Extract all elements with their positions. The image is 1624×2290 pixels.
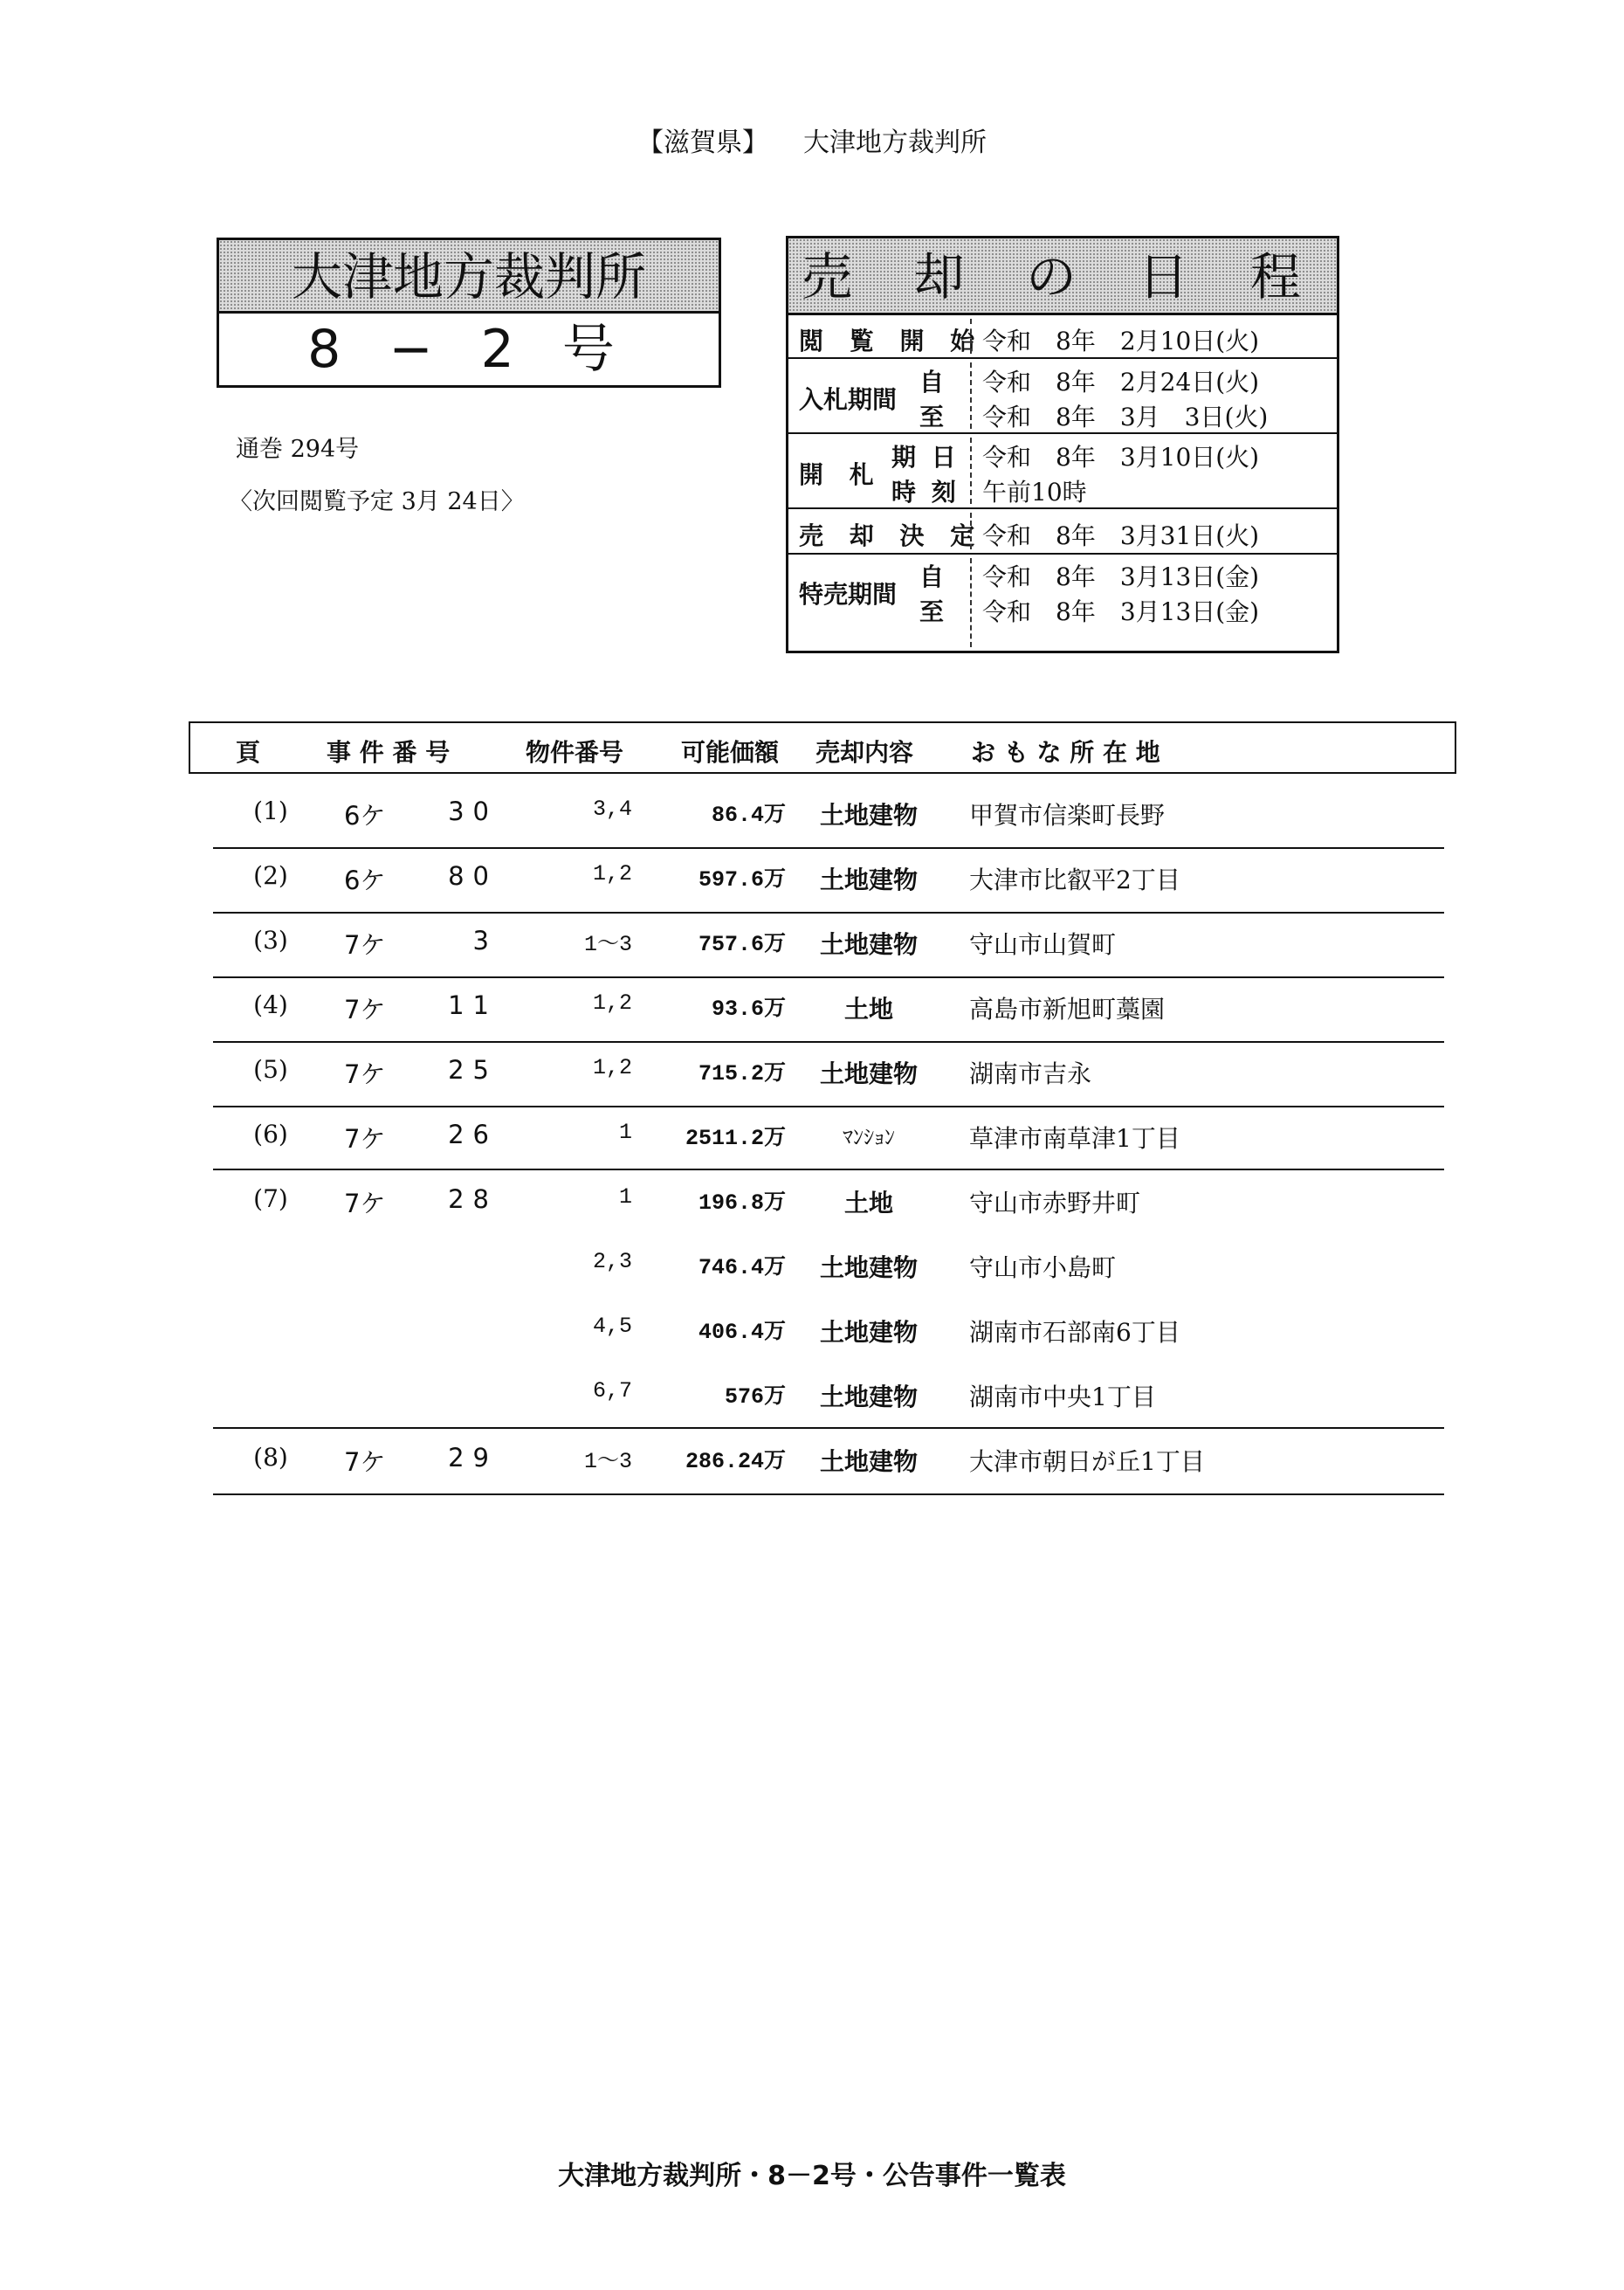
cell-sale-type: 土地建物 <box>819 866 918 894</box>
cell-location: 守山市小島町 <box>969 1253 1117 1282</box>
cell-property: 4,5 <box>592 1314 632 1339</box>
row-divider <box>213 1427 1444 1429</box>
header-location: お も な 所 在 地 <box>971 738 1160 767</box>
cell-page: (1) <box>253 797 288 825</box>
cell-page: (2) <box>253 861 288 890</box>
header-property-number: 物件番号 <box>526 738 624 767</box>
row-divider <box>213 1106 1444 1107</box>
row-divider <box>213 1041 1444 1043</box>
cell-page: (4) <box>253 990 288 1019</box>
cell-property: 1 <box>618 1120 632 1145</box>
row-divider <box>213 847 1444 849</box>
schedule-row-label: 入札期間 <box>799 385 898 414</box>
cell-price: 2511.2万 <box>685 1126 786 1151</box>
table-row <box>0 1443 1624 1478</box>
schedule-row-label: 特売期間 <box>799 580 898 609</box>
cell-case-number: 30 <box>448 797 498 826</box>
page-footer: 大津地方裁判所・8－2号・公告事件一覧表 <box>558 2161 1066 2191</box>
cell-case-prefix: 7ケ <box>344 1059 386 1089</box>
cell-location: 湖南市吉永 <box>969 1059 1092 1088</box>
cell-case-number: 28 <box>448 1184 498 1214</box>
schedule-row-value: 午前10時 <box>982 478 1087 507</box>
cell-price: 286.24万 <box>685 1449 786 1474</box>
schedule-row-sub-time: 時 刻 <box>891 478 960 507</box>
schedule-row-sub-from: 自 <box>919 368 945 397</box>
table-row <box>0 861 1624 896</box>
cell-price: 715.2万 <box>698 1061 786 1086</box>
cell-sale-type: 土地建物 <box>819 1447 918 1476</box>
cell-price: 406.4万 <box>698 1320 786 1345</box>
cell-sale-type: 土地建物 <box>819 1318 918 1347</box>
schedule-row-sub-to: 至 <box>919 597 945 626</box>
issue-number: 8 − 2 号 <box>307 319 630 380</box>
schedule-row-label: 開 札 <box>799 460 883 489</box>
prefecture-label: 【滋賀県】 <box>637 128 768 158</box>
header-case-number: 事 件 番 号 <box>327 738 451 767</box>
table-row <box>0 1249 1624 1284</box>
schedule-row-value: 令和 8年 3月13日(金) <box>982 562 1260 591</box>
cell-page: (5) <box>253 1055 288 1084</box>
cell-location: 大津市朝日が丘1丁目 <box>969 1447 1205 1476</box>
header-page: 頁 <box>236 738 261 767</box>
cell-property: 1〜3 <box>583 1449 632 1474</box>
table-row <box>0 1055 1624 1090</box>
table-row <box>0 1184 1624 1219</box>
schedule-row-value: 令和 8年 2月24日(火) <box>982 368 1260 397</box>
cell-case-prefix: 7ケ <box>344 930 386 960</box>
schedule-row-label: 閲 覧 開 始 <box>799 327 984 355</box>
header-price: 可能価額 <box>681 738 780 767</box>
cell-page: (3) <box>253 926 288 955</box>
cell-location: 草津市南草津1丁目 <box>969 1124 1180 1153</box>
cell-case-prefix: 7ケ <box>344 995 386 1024</box>
table-row <box>0 1378 1624 1413</box>
cell-page: (7) <box>253 1184 288 1213</box>
cell-sale-type: ﾏﾝｼｮﾝ <box>843 1125 895 1149</box>
cell-price: 196.8万 <box>698 1190 786 1216</box>
cell-sale-type: 土地建物 <box>819 930 918 959</box>
row-divider <box>213 912 1444 914</box>
cell-case-number: 11 <box>448 990 498 1020</box>
cell-sale-type: 土地建物 <box>819 1383 918 1411</box>
cell-property: 3,4 <box>592 797 632 822</box>
header-sale-type: 売却内容 <box>815 738 914 767</box>
schedule-row-value: 令和 8年 2月10日(火) <box>982 327 1260 355</box>
cell-case-prefix: 7ケ <box>344 1447 386 1477</box>
table-row <box>0 1314 1624 1348</box>
cell-case-number: 25 <box>448 1055 498 1085</box>
cell-property: 6,7 <box>592 1378 632 1404</box>
cell-property: 1,2 <box>592 990 632 1016</box>
cell-case-number: 3 <box>472 926 498 955</box>
cell-price: 576万 <box>724 1384 786 1410</box>
cell-location: 大津市比叡平2丁目 <box>969 866 1180 894</box>
schedule-row-sub-date: 期 日 <box>891 443 960 472</box>
cell-price: 757.6万 <box>698 932 786 957</box>
schedule-row-value: 令和 8年 3月13日(金) <box>982 597 1260 626</box>
cell-case-prefix: 7ケ <box>344 1189 386 1218</box>
cell-sale-type: 土地 <box>843 995 893 1024</box>
cell-page: (6) <box>253 1120 288 1148</box>
cell-location: 守山市赤野井町 <box>969 1189 1141 1217</box>
cell-sale-type: 土地建物 <box>819 1059 918 1088</box>
cell-case-number: 26 <box>448 1120 498 1149</box>
schedule-row-value: 令和 8年 3月10日(火) <box>982 443 1260 472</box>
row-divider <box>213 976 1444 978</box>
cell-case-prefix: 6ケ <box>344 866 386 895</box>
schedule-row-value: 令和 8年 3月 3日(火) <box>982 403 1269 431</box>
row-divider <box>213 1169 1444 1170</box>
cell-location: 守山市山賀町 <box>969 930 1117 959</box>
table-row <box>0 990 1624 1025</box>
row-divider <box>213 1493 1444 1495</box>
table-row <box>0 797 1624 831</box>
schedule-row-value: 令和 8年 3月31日(火) <box>982 521 1260 550</box>
cell-case-number: 29 <box>448 1443 498 1473</box>
schedule-row-sub-to: 至 <box>919 403 945 431</box>
cell-property: 1,2 <box>592 1055 632 1080</box>
cell-location: 高島市新旭町藁園 <box>969 995 1166 1024</box>
table-row <box>0 1120 1624 1155</box>
cell-case-number: 80 <box>448 861 498 891</box>
cell-price: 86.4万 <box>711 803 786 828</box>
schedule-row-sub-from: 自 <box>919 562 945 591</box>
cell-sale-type: 土地建物 <box>819 801 918 830</box>
cell-price: 93.6万 <box>711 997 786 1022</box>
next-viewing-note: 〈次回閲覧予定 3月 24日〉 <box>229 488 525 515</box>
cell-location: 湖南市中央1丁目 <box>969 1383 1156 1411</box>
cell-property: 2,3 <box>592 1249 632 1274</box>
cell-case-prefix: 6ケ <box>344 801 386 831</box>
cell-property: 1,2 <box>592 861 632 886</box>
cell-location: 湖南市石部南6丁目 <box>969 1318 1180 1347</box>
cell-sale-type: 土地建物 <box>819 1253 918 1282</box>
cell-sale-type: 土地 <box>843 1189 893 1217</box>
court-label: 大津地方裁判所 <box>803 128 987 158</box>
court-name: 大津地方裁判所 <box>219 240 719 314</box>
table-row <box>0 926 1624 961</box>
cell-case-prefix: 7ケ <box>344 1124 386 1154</box>
schedule-title: 売 却 の 日 程 <box>788 238 1337 315</box>
cell-page: (8) <box>253 1443 288 1472</box>
cell-price: 597.6万 <box>698 867 786 893</box>
cell-price: 746.4万 <box>698 1255 786 1280</box>
cell-property: 1〜3 <box>583 932 632 957</box>
volume-number: 通巻 294号 <box>236 436 360 463</box>
schedule-row-label: 売 却 決 定 <box>799 521 984 550</box>
cell-location: 甲賀市信楽町長野 <box>969 801 1166 830</box>
cell-property: 1 <box>618 1184 632 1210</box>
